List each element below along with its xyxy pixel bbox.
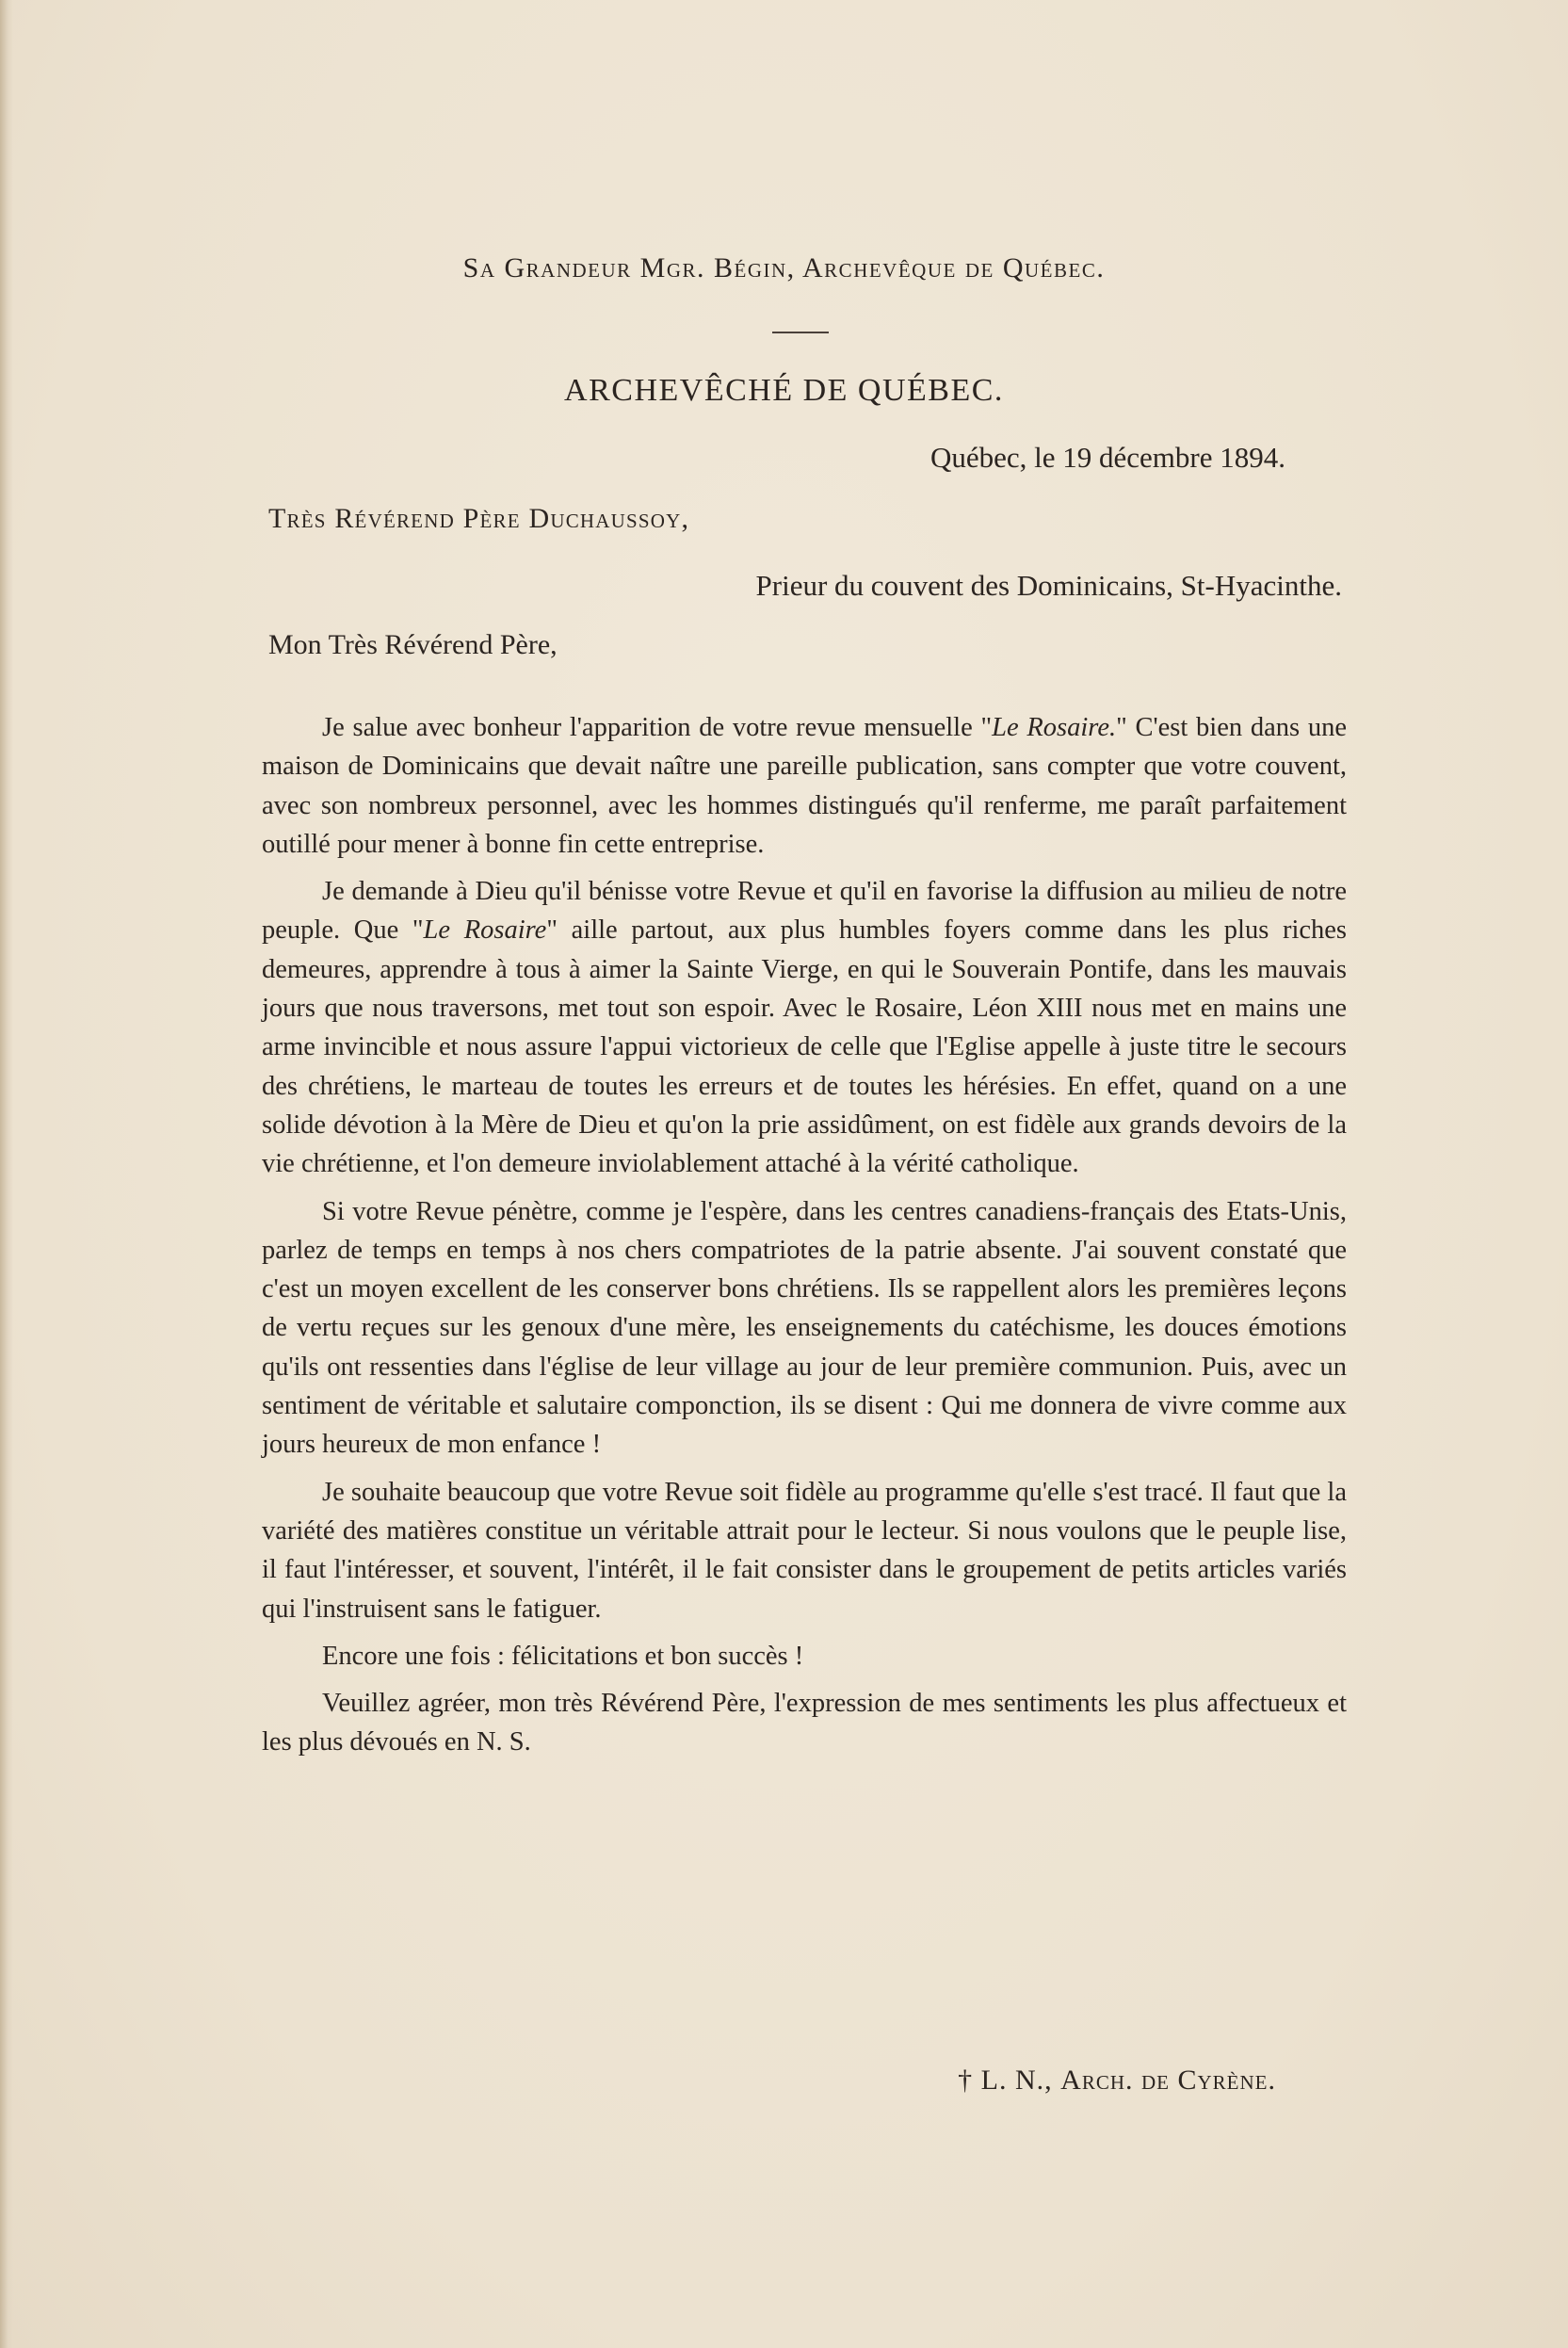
paragraph-2 <box>262 872 1347 1183</box>
paragraph-2-text-a: Je demande à Dieu qu'il bénisse votre Revue et qu'il en favorise la diffusion au milieu de notre peuple. Que " <box>262 877 1347 946</box>
letterhead-title: ARCHEVÊCHÉ DE QUÉBEC. <box>564 373 1004 408</box>
paragraph-1 <box>262 708 1347 864</box>
dignitary-heading: Sa Grandeur Mgr. Bégin, Archevêque de Québec. <box>462 252 1106 283</box>
paragraph-3: Si votre Revue pénètre, comme je l'espère, dans les centres canadiens-français des Etats-Unis, parlez de temps en temps à nos chers compatriotes de la patrie absente. J'ai souvent constaté que c'est un moyen excellent de les conserver bons chrétiens. Ils se rappellent alors les premières leçons de vertu reçues sur les genoux d'une mère, les enseignements du catéchisme, les douces émotions qu'ils ont ressenties dans l'église de leur village au jour de leur première communion. Puis, avec un sentiment de véritable et salutaire componction, ils se disent : Qui me donnera de vivre comme aux jours heureux de mon enfance ! <box>262 1196 1347 1460</box>
separator-rule <box>772 332 829 333</box>
paragraph-1-text-b: " C'est bien dans une maison de Dominicains que devait naître une pareille publication, sans compter que votre couvent, avec son nombreux personnel, avec les hommes distingués qu'il renferme, me paraît parfaitement outillé pour mener à bonne fin cette entreprise. <box>262 713 1347 859</box>
date-line: Québec, le 19 décembre 1894. <box>929 441 1285 474</box>
paragraph-6: Veuillez agréer, mon très Révérend Père, l'expression de mes sentiments les plus affectueux et les plus dévoués en N. S. <box>262 1689 1347 1757</box>
page-edge-shadow <box>0 0 13 2348</box>
addressee-name: Très Révérend Père Duchaussoy, <box>268 503 690 534</box>
signature-title: Arch. de Cyrène. <box>1060 2065 1276 2096</box>
greeting: Mon Très Révérend Père, <box>268 629 558 660</box>
paragraph-1-italic: Le Rosaire. <box>992 713 1117 742</box>
paragraph-5: Encore une fois : félicitations et bon succès ! <box>322 1641 804 1671</box>
paragraph-1-text-a: Je salue avec bonheur l'apparition de votre revue mensuelle " <box>322 713 993 742</box>
paragraph-4: Je souhaite beaucoup que votre Revue soit fidèle au programme qu'elle s'est tracé. Il faut que la variété des matières constitue un véritable attrait pour le lecteur. Si nous voulons que le peuple lise, il faut l'intéresser, et souvent, l'intérêt, il le fait consister dans le groupement de petits articles variés qui l'instruisent sans le fatiguer. <box>262 1477 1347 1624</box>
signature <box>958 2065 1276 2097</box>
paragraph-2-italic: Le Rosaire <box>423 915 547 946</box>
signature-initials: † L. N., <box>958 2065 1061 2096</box>
letter-body <box>262 708 1347 1771</box>
addressee-title: Prieur du couvent des Dominicains, St-Hyacinthe. <box>755 569 1342 602</box>
paragraph-2-text-b: " aille partout, aux plus humbles foyers comme dans les plus riches demeures, apprendre à tous à aimer la Sainte Vierge, en qui le Souverain Pontife, dans les mauvais jours que nous traversons, met tout son espoir. Avec le Rosaire, Léon XIII nous met en mains une arme invincible et nous assure l'appui victorieux de celle que l'Eglise appelle à juste titre le secours des chrétiens, le marteau de toutes les erreurs et de toutes les hérésies. En effet, quand on a une solide dévotion à la Mère de Dieu et qu'on la prie assidûment, on est fidèle aux grands devoirs de la vie chrétienne, et l'on demeure inviolablement attaché à la vérité catholique. <box>262 915 1347 1179</box>
